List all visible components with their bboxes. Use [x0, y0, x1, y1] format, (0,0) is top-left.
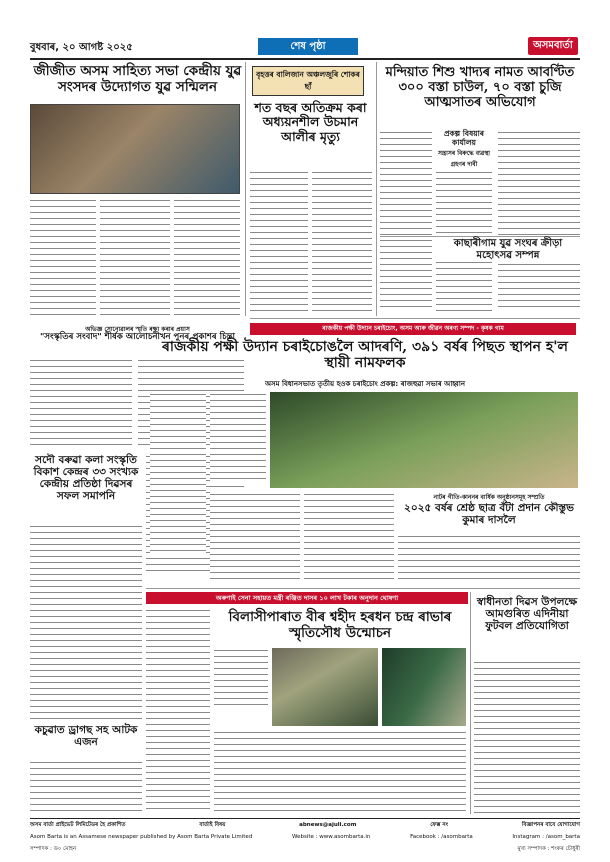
- footer-row1: [30, 822, 580, 832]
- story2-body-col1: [250, 170, 308, 312]
- divider: [245, 62, 246, 316]
- story2-kicker: বৃহত্তৰ বালিজান অঞ্চলজুৰি শোকৰ ছাঁ: [252, 66, 364, 96]
- story9-photo2: [382, 648, 466, 726]
- story2-headline: শত বছৰ অতিক্ৰম কৰা অধ্যয়নশীল উচমান আলীৰ মৃত্যু: [254, 100, 367, 144]
- story9-body-col3: [214, 730, 466, 814]
- top-rule: [30, 58, 580, 60]
- footer-website[interactable]: Website : www.asombarta.in: [292, 834, 371, 840]
- footer-rule: [30, 818, 580, 819]
- story6-body-col4: [304, 492, 394, 582]
- story6-body-col3: [210, 492, 300, 582]
- story9-body-col2: [214, 648, 268, 708]
- story6-photo: [270, 392, 578, 488]
- footer-row3: [30, 846, 580, 856]
- story1-photo: [30, 104, 240, 194]
- story6-body-col2: [210, 392, 266, 484]
- footer-email[interactable]: abnews@ajuli.com: [299, 822, 357, 828]
- story1-headline: জীজীত অসম সাহিত্য সভা কেন্দ্ৰীয় যুৱ সংসদৰ উদ্যোগত যুৱ সন্মিলন: [33, 63, 242, 95]
- story9-body-col1: [146, 608, 210, 814]
- story10-headline: কচুৱাত ড্ৰাগছ সহ আটক এজন: [34, 724, 138, 749]
- footer-row2: [30, 834, 580, 844]
- story3-headline: মন্দিয়াত শিশু খাদ্যৰ নামত আবণ্টিত ৩০০ বস্তা চাউল, ৭০ বস্তা চুজি আত্মসাতৰ অভিযোগ: [385, 65, 575, 110]
- footer-publisher: অসম বাৰ্তা প্ৰাইভেট লিমিটেডৰ হৈ প্ৰকাশিত: [30, 822, 126, 828]
- footer-label: বাৰ্তাই বিষয়: [199, 822, 226, 828]
- story6-banner: ৰাজকীয় পক্ষী উদ্যান চৰাইচোং, অসম আৰু জীৱন অৰণ্য সম্পদ - কৃষক গাম: [250, 323, 576, 335]
- story5-headline: "সংস্কৃতিৰ সংবাদ" শীৰ্ষক আলোচনীখন পুনৰ প্ৰকাশৰ চিন্তা: [39, 332, 236, 342]
- story5-body-col1: [30, 358, 132, 450]
- story9-photo1: [272, 648, 378, 726]
- story9-headline: বিলাসীপাৰাত বীৰ শ্বহীদ হৰধন চন্দ্ৰ ৰাভাৰ স্মৃতিসৌধ উন্মোচন: [228, 609, 452, 641]
- story11-headline: স্বাধীনতা দিৱস উপলক্ষে আমগুৰিত এদিনীয়া ফুটবল প্ৰতিযোগিতা: [476, 596, 578, 633]
- story1-body-col1: [30, 198, 96, 318]
- footer-editor: সম্পাদক : ড০ মোহন: [30, 846, 77, 852]
- story9-banner: অৰুণাই সেনা সহায়ত মন্ত্ৰী ৰঞ্জিত দাসৰ ১০ লাখ টকাৰ অনুদান ঘোষণা: [146, 592, 468, 604]
- story1-body-col2: [100, 198, 170, 318]
- divider: [250, 318, 580, 319]
- divider: [380, 236, 580, 237]
- story6-body-col1: [150, 392, 206, 554]
- story8-kicker: নাটৰ গীতি-কাননৰ বাৰ্ষিক অনুষ্ঠানসমূহ সম্প্ৰতি: [433, 494, 545, 501]
- story3b-headline: প্ৰকল্প বিষয়াৰ কাৰ্যালয়: [443, 129, 485, 147]
- footer-instagram[interactable]: Instagram : /asom_barta: [512, 834, 580, 840]
- story6-headline: ৰাজকীয় পক্ষী উদ্যান চৰাইচোঙলৈ আদৰণি, ৩৯১ বৰ্ষৰ পিছত স্থাপন হ'ল স্থায়ী নামফলক: [162, 339, 568, 372]
- divider: [146, 588, 580, 589]
- divider: [470, 592, 471, 814]
- footer-facebook[interactable]: Facebook : /asombarta: [410, 834, 473, 840]
- issue-date: বুধবাৰ, ২০ আগষ্ট ২০২৫: [30, 42, 133, 53]
- story5-kicker: অভিজ্ঞ সোনোৱালৰ স্মৃতি ৰক্ষা কৰাৰ প্ৰয়াস: [85, 326, 190, 333]
- story1-body-col3: [174, 198, 240, 318]
- section-label: শেষ পৃষ্ঠা: [258, 38, 358, 55]
- footer-about: Asom Barta is an Assamese newspaper published by Asom Barta Private Limited: [30, 834, 253, 840]
- story4-headline: কাছাৰীগাম যুৱ সংঘৰ ক্ৰীড়া মহোৎসৱ সম্পন্ন: [436, 238, 580, 261]
- divider: [376, 62, 377, 316]
- story8-body: [398, 534, 580, 582]
- story3-body-col3: [498, 130, 580, 312]
- story8-headline: ২০২৫ বৰ্ষৰ শ্ৰেষ্ঠ ছাত্ৰ বঁটা প্ৰদান কৌস্তুভ কুমাৰ দাসলৈ: [404, 502, 574, 527]
- footer-chief-editor: মুখ্য সম্পাদক : শংকৰ চৌধুৰী: [517, 846, 580, 852]
- newspaper-logo: অসমবাৰ্তা: [528, 37, 578, 55]
- story7-body: [30, 524, 142, 720]
- story2-body-col2: [312, 170, 372, 312]
- story3b-sub: সন্ত্ৰাসৰ বিৰুদ্ধে ব্যৱস্থা গ্ৰহণৰ দাবী: [437, 150, 491, 168]
- footer-fax: ফেক্স নং: [430, 822, 449, 828]
- story6-subheadline: অসম বিধানসভাত তৃতীয় হওক চৰাইচোং প্ৰকল্প: ৰাজহুৱা সভাৰ আহ্বান: [264, 380, 466, 388]
- story3-body-col1: [380, 130, 432, 312]
- story7-headline: সদৌ বৰুৱা কলা সংস্কৃতি বিকাশ কেন্দ্ৰৰ ৩৩ সংখ্যক কেন্দ্ৰীয় প্ৰতিষ্ঠা দিৱসৰ সফল সমাপনি: [33, 454, 139, 503]
- story10-body: [30, 760, 142, 814]
- footer-ads: বিজ্ঞাপনৰ বাবে যোগাযোগ: [521, 822, 580, 828]
- story11-body: [474, 660, 580, 814]
